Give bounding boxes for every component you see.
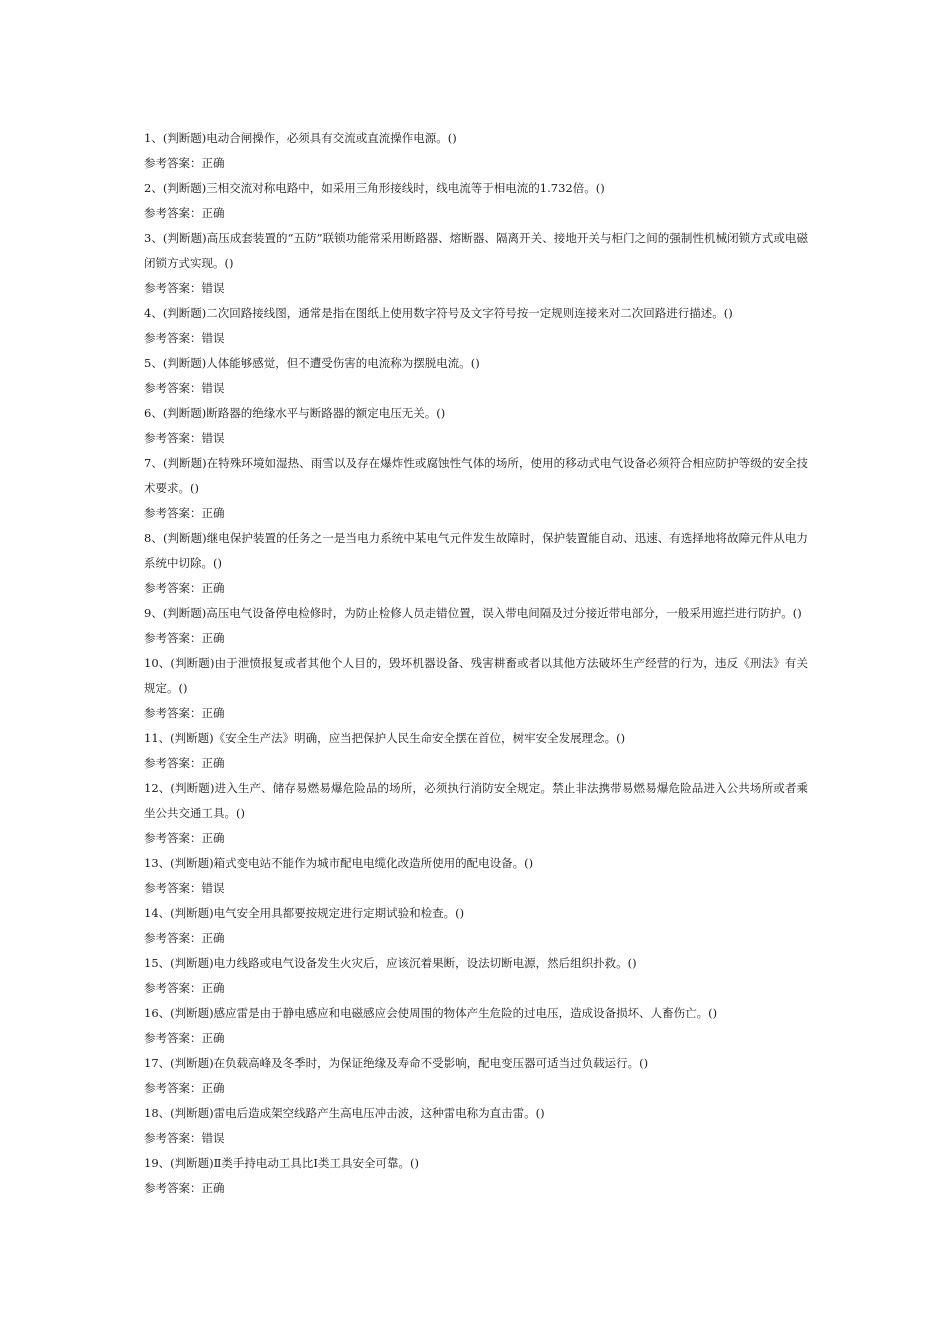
question-text: 2、(判断题)三相交流对称电路中，如采用三角形接线时，线电流等于相电流的1.732倍。() xyxy=(144,181,605,195)
answer-line xyxy=(144,326,808,351)
answer-label: 参考答案： xyxy=(144,506,202,520)
answer-label: 参考答案： xyxy=(144,1031,202,1045)
answer-label: 参考答案： xyxy=(144,706,202,720)
question-text: 15、(判断题)电力线路或电气设备发生火灾后，应该沉着果断，设法切断电源，然后组织扑救。() xyxy=(144,956,637,970)
answer-value: 正确 xyxy=(201,1081,225,1095)
answer-value: 错误 xyxy=(201,381,225,395)
answer-label: 参考答案： xyxy=(144,281,202,295)
question-text: 8、(判断题)继电保护装置的任务之一是当电力系统中某电气元件发生故障时，保护装置能自动、迅速、有选择地将故障元件从电力系统中切除。() xyxy=(144,531,808,570)
answer-label: 参考答案： xyxy=(144,631,202,645)
answer-line xyxy=(144,926,808,951)
answer-value: 错误 xyxy=(201,1131,225,1145)
question-text: 9、(判断题)高压电气设备停电检修时，为防止检修人员走错位置，误入带电间隔及过分接近带电部分，一般采用遮拦进行防护。() xyxy=(144,606,802,620)
answer-value: 正确 xyxy=(201,706,225,720)
answer-label: 参考答案： xyxy=(144,881,202,895)
answer-line xyxy=(144,1026,808,1051)
answer-value: 正确 xyxy=(201,931,225,945)
answer-line xyxy=(144,426,808,451)
answer-value: 正确 xyxy=(201,631,225,645)
answer-line xyxy=(144,376,808,401)
question-text: 19、(判断题)Ⅱ类手持电动工具比Ⅰ类工具安全可靠。() xyxy=(144,1156,419,1170)
answer-label: 参考答案： xyxy=(144,1081,202,1095)
question-text: 18、(判断题)雷电后造成架空线路产生高电压冲击波，这种雷电称为直击雷。() xyxy=(144,1106,545,1120)
answer-line xyxy=(144,276,808,301)
answer-value: 正确 xyxy=(201,581,225,595)
answer-line xyxy=(144,976,808,1001)
question-text: 12、(判断题)进入生产、储存易燃易爆危险品的场所，必须执行消防安全规定。禁止非法携带易燃易爆危险品进入公共场所或者乘坐公共交通工具。() xyxy=(144,781,808,820)
question-text: 5、(判断题)人体能够感觉，但不遭受伤害的电流称为摆脱电流。() xyxy=(144,356,480,370)
answer-value: 错误 xyxy=(201,331,225,345)
answer-line xyxy=(144,751,808,776)
question-text: 17、(判断题)在负载高峰及冬季时，为保证绝缘及寿命不受影响，配电变压器可适当过负载运行。() xyxy=(144,1056,649,1070)
question-text: 7、(判断题)在特殊环境如湿热、雨雪以及存在爆炸性或腐蚀性气体的场所，使用的移动式电气设备必须符合相应防护等级的安全技术要求。() xyxy=(144,456,808,495)
answer-label: 参考答案： xyxy=(144,581,202,595)
answer-line xyxy=(144,876,808,901)
answer-value: 正确 xyxy=(201,206,225,220)
question-text: 6、(判断题)断路器的绝缘水平与断路器的额定电压无关。() xyxy=(144,406,446,420)
question-list xyxy=(144,126,808,1201)
answer-value: 正确 xyxy=(201,981,225,995)
question-text: 10、(判断题)由于泄愤报复或者其他个人目的，毁坏机器设备、残害耕畜或者以其他方法破坏生产经营的行为，违反《刑法》有关规定。() xyxy=(144,656,808,695)
question-text: 14、(判断题)电气安全用具都要按规定进行定期试验和检查。() xyxy=(144,906,465,920)
answer-label: 参考答案： xyxy=(144,1131,202,1145)
answer-value: 正确 xyxy=(201,756,225,770)
answer-line xyxy=(144,1176,808,1201)
question-text: 13、(判断题)箱式变电站不能作为城市配电电缆化改造所使用的配电设备。() xyxy=(144,856,534,870)
answer-label: 参考答案： xyxy=(144,1181,202,1195)
answer-line xyxy=(144,826,808,851)
answer-line xyxy=(144,701,808,726)
answer-label: 参考答案： xyxy=(144,931,202,945)
answer-value: 正确 xyxy=(201,831,225,845)
answer-line xyxy=(144,1076,808,1101)
answer-line xyxy=(144,1126,808,1151)
question-text: 16、(判断题)感应雷是由于静电感应和电磁感应会使周围的物体产生危险的过电压，造成设备损坏、人畜伤亡。() xyxy=(144,1006,718,1020)
answer-label: 参考答案： xyxy=(144,381,202,395)
answer-line xyxy=(144,501,808,526)
answer-value: 错误 xyxy=(201,431,225,445)
answer-value: 正确 xyxy=(201,156,225,170)
answer-label: 参考答案： xyxy=(144,156,202,170)
answer-value: 错误 xyxy=(201,281,225,295)
answer-value: 错误 xyxy=(201,881,225,895)
answer-value: 正确 xyxy=(201,506,225,520)
answer-value: 正确 xyxy=(201,1031,225,1045)
answer-label: 参考答案： xyxy=(144,431,202,445)
answer-line xyxy=(144,626,808,651)
answer-line xyxy=(144,151,808,176)
question-text: 4、(判断题)二次回路接线图，通常是指在图纸上使用数字符号及文字符号按一定规则连接来对二次回路进行描述。() xyxy=(144,306,733,320)
answer-line xyxy=(144,201,808,226)
question-text: 1、(判断题)电动合闸操作，必须具有交流或直流操作电源。() xyxy=(144,131,457,145)
answer-label: 参考答案： xyxy=(144,206,202,220)
answer-label: 参考答案： xyxy=(144,331,202,345)
answer-label: 参考答案： xyxy=(144,981,202,995)
answer-label: 参考答案： xyxy=(144,756,202,770)
answer-label: 参考答案： xyxy=(144,831,202,845)
answer-value: 正确 xyxy=(201,1181,225,1195)
question-text: 3、(判断题)高压成套装置的“五防”联锁功能常采用断路器、熔断器、隔离开关、接地开关与柜门之间的强制性机械闭锁方式或电磁闭锁方式实现。() xyxy=(144,231,808,270)
exam-document xyxy=(144,126,808,1201)
question-text: 11、(判断题)《安全生产法》明确，应当把保护人民生命安全摆在首位，树牢安全发展理念。() xyxy=(144,731,626,745)
answer-line xyxy=(144,576,808,601)
